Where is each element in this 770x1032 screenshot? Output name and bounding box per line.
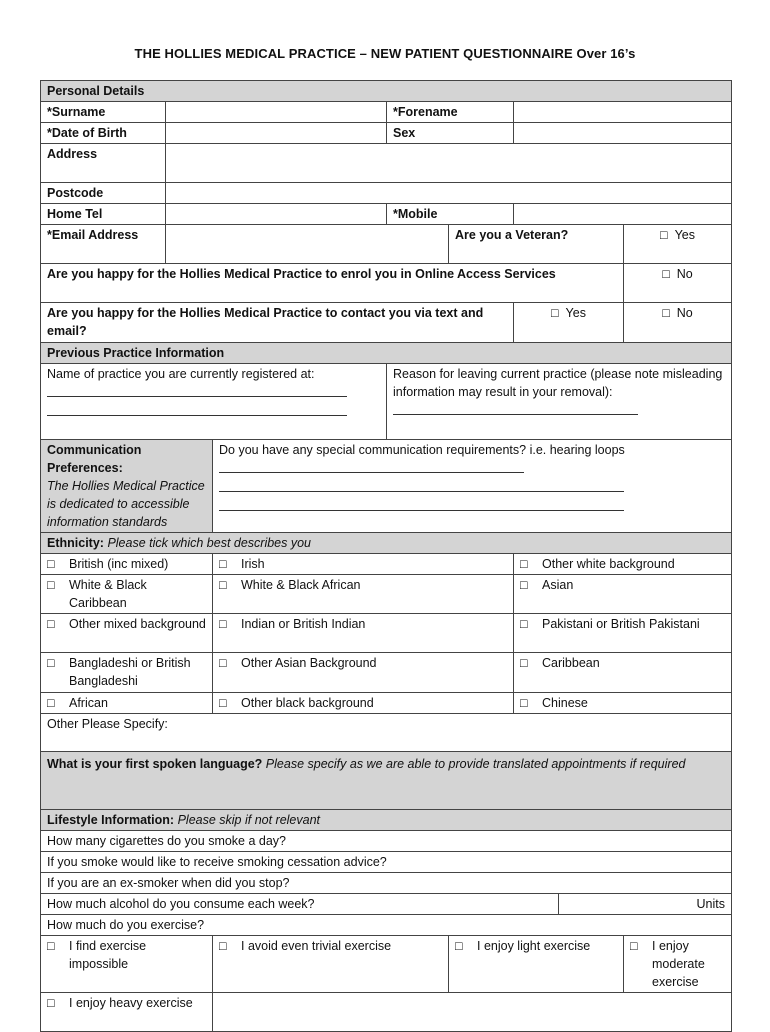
option-label: I enjoy moderate exercise [652,939,705,989]
sex-label: Sex [387,123,514,144]
lifestyle-hint: Please skip if not relevant [177,813,321,827]
alcohol-units-field[interactable] [559,894,732,915]
online-access-no-option[interactable] [624,264,732,303]
ethnicity-option[interactable] [213,693,514,714]
exercise-option[interactable] [449,936,624,993]
reason-for-leaving-label: Reason for leaving current practice (please note misleading information may result in your removal): [393,367,723,399]
other-ethnicity-label: Other Please Specify: [47,717,168,731]
ethnicity-option[interactable] [514,653,732,693]
option-label: Bangladeshi or British Bangladeshi [69,656,191,688]
questionnaire-table [40,80,732,1032]
checkbox-icon[interactable]: □ [662,267,670,281]
postcode-label: Postcode [41,183,166,204]
checkbox-icon[interactable]: □ [660,228,668,242]
reason-for-leaving-cell[interactable] [387,364,732,440]
option-label: Other Asian Background [241,656,377,670]
previous-practice-name-label: Name of practice you are currently registered at: [47,367,315,381]
cigarettes-question[interactable]: How many cigarettes do you smoke a day? [41,831,732,852]
checkbox-icon[interactable]: □ [520,696,528,710]
checkbox-icon[interactable]: □ [47,557,55,571]
online-access-question: Are you happy for the Hollies Medical Practice to enrol you in Online Access Services [41,264,624,303]
lifestyle-heading-cell [41,810,732,831]
other-ethnicity-field[interactable] [41,714,732,752]
option-label: British (inc mixed) [69,557,169,571]
checkbox-icon[interactable]: □ [47,578,55,592]
checkbox-icon[interactable]: □ [47,617,55,631]
lifestyle-heading: Lifestyle Information: [47,813,175,827]
ethnicity-option[interactable] [514,554,732,575]
surname-label: *Surname [41,102,166,123]
checkbox-icon[interactable]: □ [219,557,227,571]
checkbox-icon[interactable]: □ [520,557,528,571]
option-label: Indian or British Indian [241,617,366,631]
option-label: No [676,267,693,281]
ethnicity-option[interactable] [514,614,732,653]
checkbox-icon[interactable]: □ [520,656,528,670]
email-label: *Email Address [41,225,166,264]
surname-field[interactable] [166,102,387,123]
checkbox-icon[interactable]: □ [47,996,55,1010]
ethnicity-option[interactable] [514,693,732,714]
option-label: White & Black Caribbean [69,578,147,610]
alcohol-question: How much alcohol do you consume each week? [41,894,559,915]
option-label: Yes [565,306,586,320]
checkbox-icon[interactable]: □ [219,578,227,592]
ethnicity-hint: Please tick which best describes you [107,536,312,550]
personal-details-heading: Personal Details [41,81,732,102]
empty-cell [213,993,732,1032]
ethnicity-heading: Ethnicity: [47,536,104,550]
mobile-label: *Mobile [387,204,514,225]
mobile-field[interactable] [514,204,732,225]
language-question: What is your first spoken language? [47,757,263,771]
checkbox-icon[interactable]: □ [520,617,528,631]
ethnicity-option[interactable] [213,614,514,653]
checkbox-icon[interactable]: □ [551,306,559,320]
checkbox-icon[interactable]: □ [455,939,463,953]
contact-no-option[interactable] [624,303,732,343]
forename-field[interactable] [514,102,732,123]
cessation-question[interactable]: If you smoke would like to receive smoking cessation advice? [41,852,732,873]
option-label: Yes [674,228,695,242]
checkbox-icon[interactable]: □ [47,696,55,710]
veteran-question: Are you a Veteran? [449,225,624,264]
communication-preferences-cell [41,440,213,533]
communication-note: The Hollies Medical Practice is dedicated to accessible information standards [47,479,205,529]
option-label: Irish [241,557,265,571]
ethnicity-option[interactable] [41,614,213,653]
checkbox-icon[interactable]: □ [630,939,638,953]
dob-label: *Date of Birth [41,123,166,144]
checkbox-icon[interactable]: □ [219,617,227,631]
option-label: Asian [542,578,574,592]
ethnicity-option[interactable] [213,575,514,614]
option-label: Caribbean [542,656,600,670]
ethnicity-option[interactable] [213,653,514,693]
form-title: THE HOLLIES MEDICAL PRACTICE – NEW PATIENT QUESTIONNAIRE Over 16’s [134,46,636,61]
address-label: Address [41,144,166,183]
previous-practice-name-cell[interactable] [41,364,387,440]
veteran-yes-option[interactable] [624,225,732,264]
ex-smoker-question[interactable]: If you are an ex-smoker when did you stop? [41,873,732,894]
previous-practice-heading: Previous Practice Information [41,343,732,364]
option-label: White & Black African [241,578,361,592]
postcode-field[interactable] [166,183,732,204]
checkbox-icon[interactable]: □ [219,696,227,710]
contact-yes-option[interactable] [514,303,624,343]
option-label: I avoid even trivial exercise [241,939,392,953]
forename-label: *Forename [387,102,514,123]
option-label: Chinese [542,696,588,710]
option-label: Other mixed background [69,617,206,631]
option-label: Other black background [241,696,374,710]
exercise-option[interactable] [624,936,732,993]
exercise-option[interactable] [41,936,213,993]
checkbox-icon[interactable]: □ [47,656,55,670]
checkbox-icon[interactable]: □ [47,939,55,953]
language-cell[interactable] [41,752,732,810]
sex-field[interactable] [514,123,732,144]
exercise-option[interactable] [213,936,449,993]
email-field[interactable] [166,225,449,264]
address-field[interactable] [166,144,732,183]
ethnicity-option[interactable] [41,653,213,693]
ethnicity-heading-cell [41,533,732,554]
ethnicity-option[interactable] [213,554,514,575]
contact-question: Are you happy for the Hollies Medical Practice to contact you via text and email? [41,303,514,343]
ethnicity-option[interactable] [41,575,213,614]
units-label: Units [696,897,726,911]
option-label: I enjoy light exercise [477,939,591,953]
communication-question: Do you have any special communication requirements? i.e. hearing loops [219,443,625,457]
home-tel-label: Home Tel [41,204,166,225]
home-tel-field[interactable] [166,204,387,225]
ethnicity-option[interactable] [41,693,213,714]
checkbox-icon[interactable]: □ [662,306,670,320]
ethnicity-option[interactable] [514,575,732,614]
communication-requirements-cell[interactable] [213,440,732,533]
exercise-question: How much do you exercise? [41,915,732,936]
option-label: African [69,696,108,710]
option-label: Pakistani or British Pakistani [542,617,700,631]
communication-heading: Communication Preferences: [47,443,142,475]
checkbox-icon[interactable]: □ [520,578,528,592]
option-label: No [676,306,693,320]
option-label: I find exercise impossible [69,939,147,971]
language-hint: Please specify as we are able to provide translated appointments if required [265,757,686,771]
checkbox-icon[interactable]: □ [219,656,227,670]
ethnicity-option[interactable] [41,554,213,575]
option-label: I enjoy heavy exercise [69,996,193,1010]
option-label: Other white background [542,557,675,571]
dob-field[interactable] [166,123,387,144]
exercise-option[interactable] [41,993,213,1032]
checkbox-icon[interactable]: □ [219,939,227,953]
